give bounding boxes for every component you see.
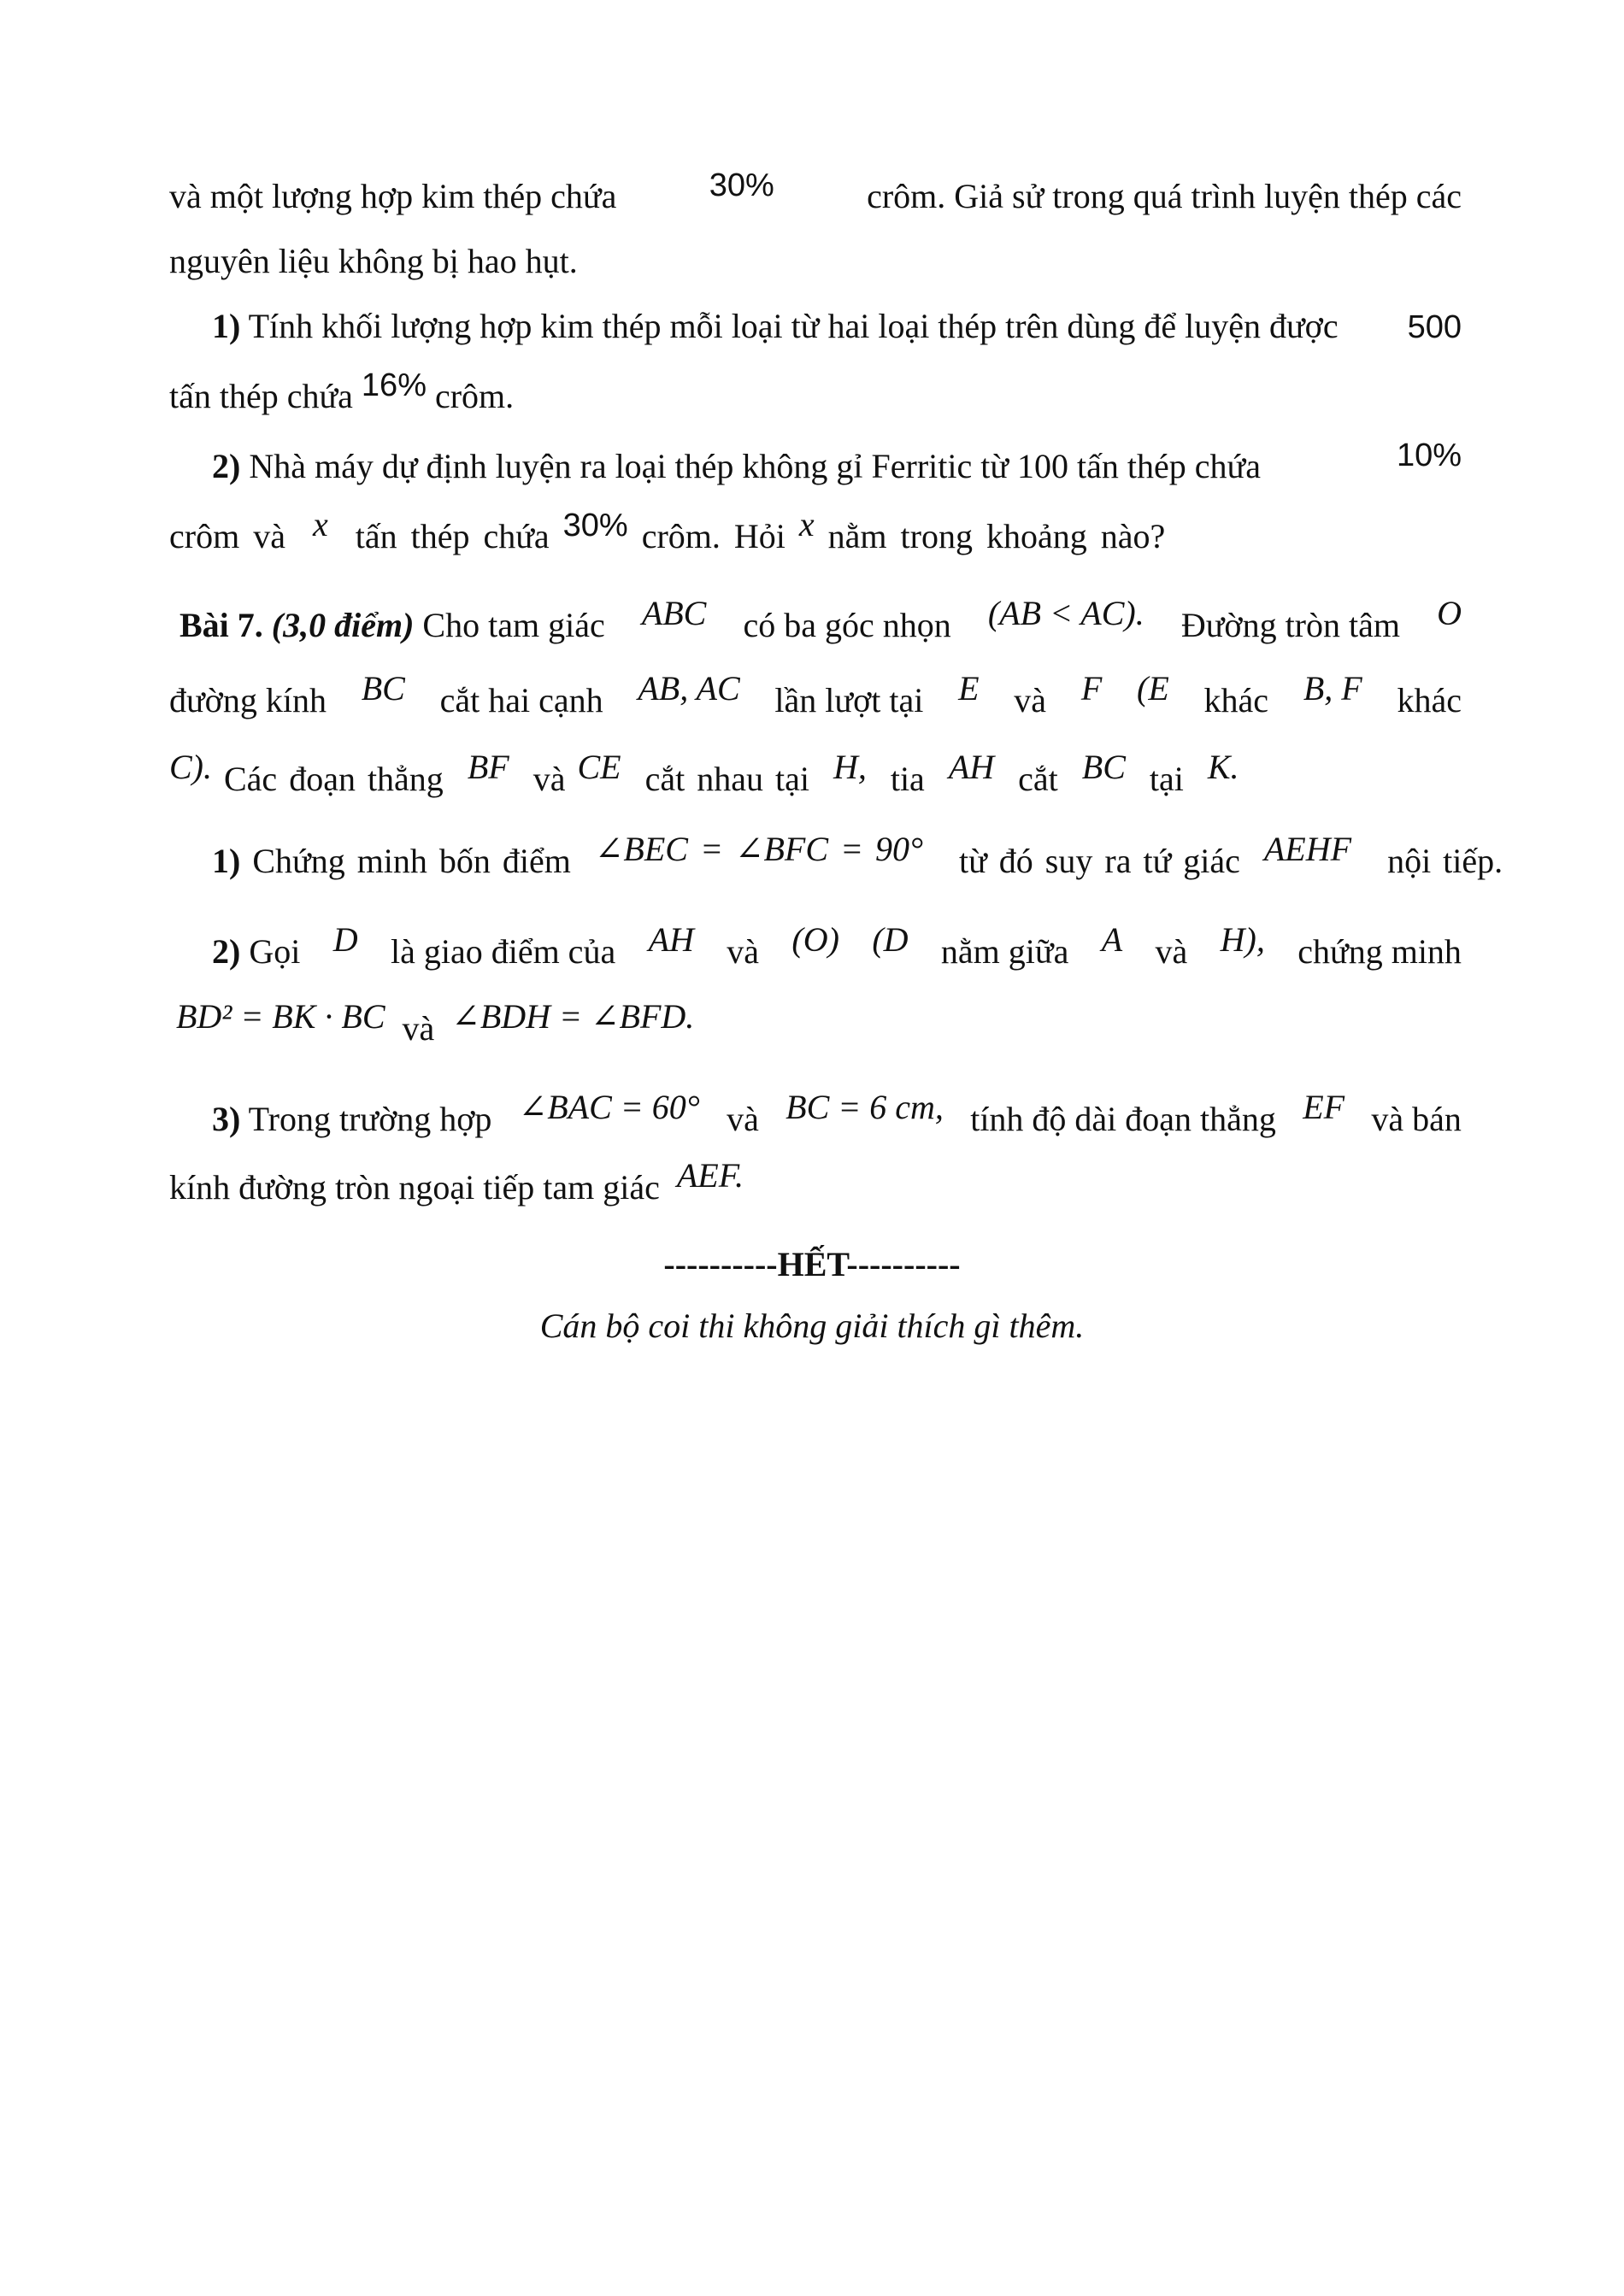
text: kính đường tròn ngoại tiếp tam giác	[169, 1168, 660, 1207]
math-var: D	[332, 920, 358, 959]
math-var: x	[798, 505, 815, 543]
sub-question-3-line	[169, 1156, 1462, 1208]
text: chứng minh	[1297, 932, 1462, 971]
math-expr: (D	[872, 920, 909, 959]
math-expr: (E	[1137, 669, 1169, 708]
text: khác	[1397, 681, 1462, 719]
text: tia	[890, 760, 925, 798]
math-expr: AH	[648, 920, 694, 959]
math-expr: BC	[361, 669, 405, 708]
question-number: 2)	[212, 932, 241, 971]
math-expr: C).	[169, 748, 212, 786]
text: nội tiếp.	[1387, 842, 1503, 880]
bai-7-line	[179, 594, 1462, 646]
text: Trong trường hợp	[248, 1100, 492, 1138]
math-expr: (O)	[791, 920, 839, 959]
math-var: A	[1101, 920, 1123, 959]
question-2-line	[169, 437, 1462, 488]
math-expr: BC = 6 cm,	[786, 1088, 944, 1126]
math-percent: 30%	[562, 508, 628, 543]
math-expr: H),	[1220, 920, 1265, 959]
text: và	[1155, 932, 1188, 971]
math-var: H,	[833, 748, 867, 786]
math-expr: BF	[467, 748, 509, 786]
text: Các đoạn thẳng	[224, 760, 444, 798]
math-percent: 16%	[361, 367, 427, 403]
problem-title: Bài 7.	[179, 606, 263, 644]
question-1-line	[169, 367, 1462, 418]
question-number: 1)	[212, 842, 241, 880]
math-expr: BD² = BK · BC	[176, 997, 385, 1036]
text: lần lượt tại	[774, 681, 924, 719]
question-number: 3)	[212, 1100, 241, 1138]
text: và	[402, 1009, 435, 1048]
math-var: K.	[1207, 748, 1239, 786]
text: tấn thép chứa	[355, 517, 550, 555]
text: Chứng minh bốn điểm	[252, 842, 571, 880]
math-number: 500	[1407, 309, 1462, 345]
text: nguyên liệu không bị hao hụt.	[169, 242, 578, 280]
text: có ba góc nhọn	[743, 606, 951, 644]
text: nằm giữa	[940, 932, 1069, 971]
text: tại	[1149, 760, 1184, 798]
math-expr: B, F	[1303, 669, 1362, 708]
text: crôm và	[169, 517, 285, 555]
sub-question-2-line	[169, 920, 1462, 972]
math-expr: ∠BAC = 60°	[518, 1088, 700, 1126]
text: cắt	[1018, 760, 1058, 798]
math-expr: AEHF	[1263, 830, 1352, 868]
text: Gọi	[249, 932, 301, 971]
math-expr: EF	[1303, 1088, 1345, 1126]
math-var: O	[1437, 594, 1462, 632]
text: là giao điểm của	[390, 932, 616, 971]
problem-points: (3,0 điểm)	[271, 606, 415, 644]
math-var: x	[312, 505, 328, 543]
text: Tính khối lượng hợp kim thép mỗi loại từ hai loại thép trên dùng để luyện được	[248, 307, 1339, 345]
text: và	[727, 932, 760, 971]
text: crôm. Hỏi	[641, 517, 786, 555]
sub-question-2-line	[176, 997, 1468, 1049]
sub-question-3-line	[169, 1088, 1462, 1140]
text: cắt nhau tại	[644, 760, 809, 798]
text: cắt hai cạnh	[439, 681, 603, 719]
text: tính độ dài đoạn thẳng	[970, 1100, 1276, 1138]
text: từ đó suy ra tứ giác	[959, 842, 1240, 880]
math-expr: (AB < AC).	[987, 594, 1144, 632]
text: Cho tam giác	[422, 606, 605, 644]
math-expr: ABC	[641, 594, 707, 632]
text: và	[727, 1100, 759, 1138]
text: Đường tròn tâm	[1180, 606, 1400, 644]
bai-7-line	[169, 748, 1462, 800]
text: và	[533, 760, 566, 798]
question-2-line	[169, 505, 1462, 558]
question-number: 1)	[212, 307, 241, 345]
paragraph-line	[169, 241, 1462, 282]
end-marker: ----------HẾT----------	[663, 1245, 961, 1283]
text: crôm.	[434, 377, 515, 415]
math-expr: BC	[1081, 748, 1126, 786]
math-percent: 30%	[709, 167, 774, 203]
sub-question-1-line	[169, 830, 1503, 882]
text: đường kính	[169, 681, 327, 719]
math-percent: 10%	[1396, 437, 1462, 473]
text: crôm. Giả sử trong quá trình luyện thép các	[867, 177, 1462, 215]
text: nằm trong khoảng nào?	[827, 517, 1166, 555]
math-expr: CE	[577, 748, 621, 786]
math-expr: ∠BEC = ∠BFC = 90°	[594, 830, 924, 868]
paragraph-line	[169, 167, 1462, 218]
math-expr: AB, AC	[638, 669, 740, 708]
math-expr: ∠BDH = ∠BFD.	[451, 997, 695, 1036]
text: khác	[1203, 681, 1269, 719]
bai-7-line	[169, 669, 1462, 721]
math-var: E	[958, 669, 980, 708]
footer-note: Cán bộ coi thi không giải thích gì thêm.	[539, 1307, 1085, 1345]
math-expr: AEF.	[676, 1156, 744, 1195]
question-1-line	[169, 306, 1462, 348]
math-var: F	[1080, 669, 1103, 708]
text: Nhà máy dự định luyện ra loại thép không gỉ Ferritic từ 100 tấn thép chứa	[249, 447, 1261, 485]
text: và	[1014, 681, 1047, 719]
text: tấn thép chứa	[169, 377, 353, 415]
text: và một lượng hợp kim thép chứa	[169, 177, 617, 215]
question-number: 2)	[212, 447, 241, 485]
math-expr: AH	[948, 748, 995, 786]
text: và bán	[1371, 1100, 1462, 1138]
